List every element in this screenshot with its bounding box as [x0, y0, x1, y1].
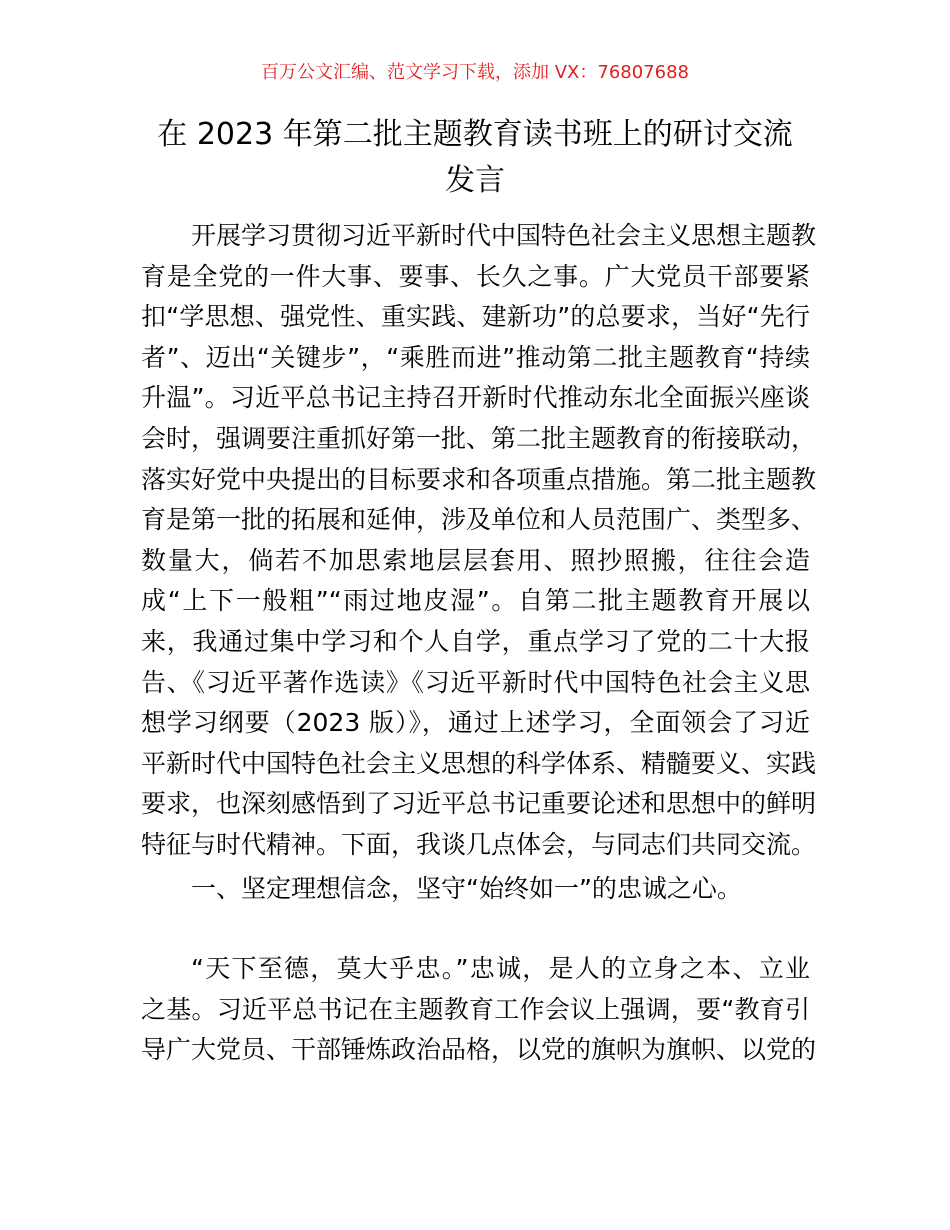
- title-line-2: 发言: [445, 163, 505, 198]
- text-line: 扣“学思想、强党性、重实践、建新功”的总要求，当好“先行: [141, 302, 810, 332]
- text-line: 告、《习近平著作选读》《习近平新时代中国特色社会主义思: [141, 667, 810, 697]
- text-line: 想学习纲要（2023 版）》，通过上述学习，全面领会了习近: [141, 708, 810, 738]
- watermark-banner: 百万公文汇编、范文学习下载，添加 VX：76807688: [261, 62, 689, 83]
- text-line: 升温”。习近平总书记主持召开新时代推动东北全面振兴座谈: [141, 383, 810, 413]
- text-line: 落实好党中央提出的目标要求和各项重点措施。第二批主题教: [141, 464, 817, 494]
- text-line: 平新时代中国特色社会主义思想的科学体系、精髓要义、实践: [141, 748, 817, 778]
- section-paragraph: [141, 949, 817, 1071]
- text-line: 来，我通过集中学习和个人自学，重点学习了党的二十大报: [141, 626, 810, 656]
- text-line: 要求，也深刻感悟到了习近平总书记重要论述和思想中的鲜明: [141, 789, 817, 819]
- text-line: 会时，强调要注重抓好第一批、第二批主题教育的衔接联动，: [141, 423, 817, 453]
- text-line: 者”、迈出“关键步”，“乘胜而进”推动第二批主题教育“持续: [141, 342, 810, 372]
- text-line: 育是全党的一件大事、要事、长久之事。广大党员干部要紧: [141, 261, 810, 291]
- title-line-1: 在 2023 年第二批主题教育读书班上的研讨交流: [157, 117, 793, 152]
- document-title: [120, 112, 830, 204]
- text-line: 开展学习贯彻习近平新时代中国特色社会主义思想主题教: [191, 221, 817, 250]
- text-line: 特征与时代精神。下面，我谈几点体会，与同志们共同交流。: [141, 829, 817, 859]
- text-line: “天下至德，莫大乎忠。”忠诚，是人的立身之本、立业: [191, 954, 810, 984]
- section-heading: [141, 869, 810, 910]
- text-line: 成“上下一般粗”“雨过地皮湿”。自第二批主题教育开展以: [141, 586, 810, 616]
- document-body: [141, 216, 817, 1071]
- text-line: 数量大，倘若不加思索地层层套用、照抄照搬，往往会造: [141, 545, 810, 575]
- text-line: 育是第一批的拓展和延伸，涉及单位和人员范围广、类型多、: [141, 505, 817, 535]
- heading-line: 一、坚定理想信念，坚守“始终如一”的忠诚之心。: [191, 873, 742, 903]
- text-line: 导广大党员、干部锤炼政治品格，以党的旗帜为旗帜、以党的: [141, 1035, 817, 1065]
- text-line: 之基。习近平总书记在主题教育工作会议上强调，要“教育引: [141, 994, 810, 1024]
- intro-paragraph: [141, 216, 817, 866]
